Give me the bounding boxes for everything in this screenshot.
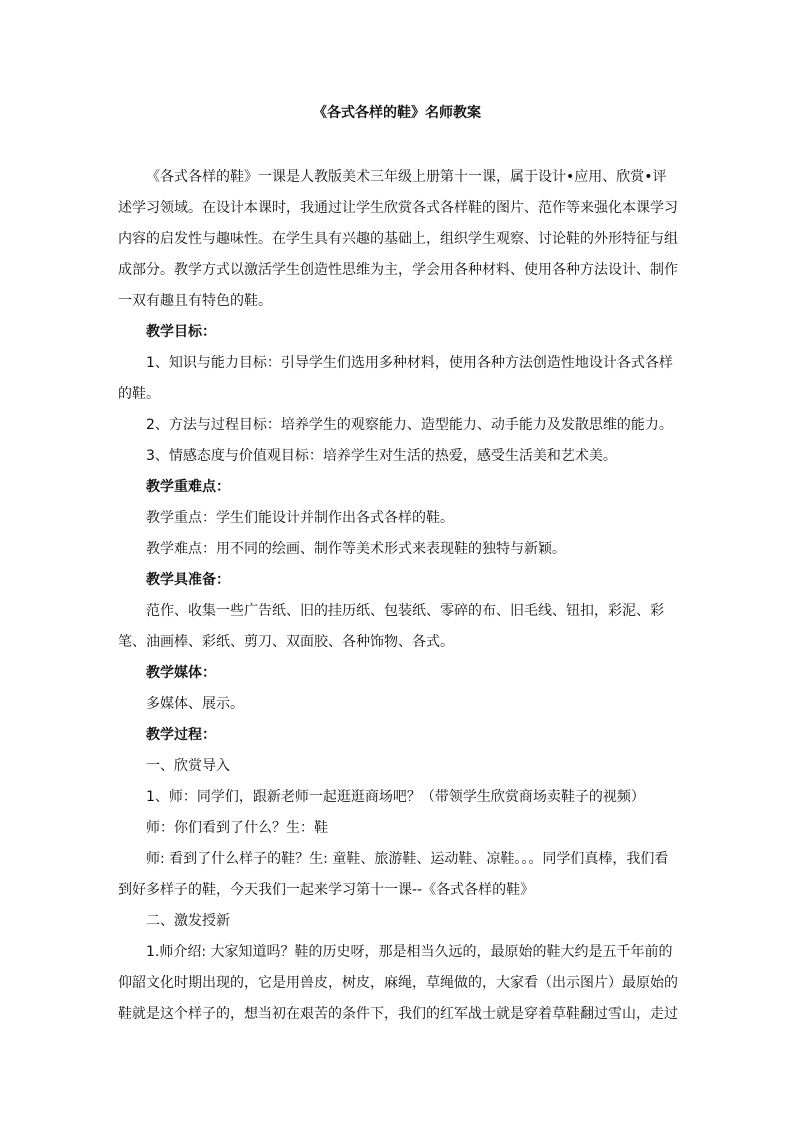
document-title: 《各式各样的鞋》名师教案 [313,105,481,121]
section-heading-process: 教学过程： [146,727,216,743]
section-heading-media: 教学媒体： [146,665,216,681]
process-paragraph: 师: 看到了什么样子的鞋？生: 童鞋、旅游鞋、运动鞋、凉鞋。。。同学们真棒，我们看到好多样子的鞋，今天我们一起来学习第十一课--《各式各样的鞋》 [118,851,669,898]
section-heading-materials: 教学具准备： [146,572,230,588]
process-step-heading: 一、欣赏导入 [146,758,230,774]
materials-paragraph: 范作、收集一些广告纸、旧的挂历纸、包装纸、零碎的布、旧毛线、钮扣，彩泥、彩笔、油画棒、彩纸、剪刀、双面胶、各种饰物、各式。 [118,603,664,650]
key-point-item: 教学重点：学生们能设计并制作出各式各样的鞋。 [146,510,454,526]
process-paragraph: 1.师介绍: 大家知道吗？鞋的历史呀，那是相当久远的，最原始的鞋大约是五千年前的仰韶文化时期出现的，它是用兽皮，树皮，麻绳，草绳做的，大家看（出示图片）最原始的鞋就是这个样子的，想当初在艰苦的条件下，我们的红军战士就是穿着草鞋翻过雪山，走过 [118,944,678,1022]
section-heading-key-points: 教学重难点： [146,479,230,495]
document-body [118,162,678,1030]
process-paragraph: 师：你们看到了什么？生：鞋 [146,820,328,836]
difficulty-item: 教学难点：用不同的绘画、制作等美术形式来表现鞋的独特与新颖。 [146,541,566,557]
objective-item: 2、方法与过程目标：培养学生的观察能力、造型能力、动手能力及发散思维的能力。 [146,417,673,433]
objective-item: 1、知识与能力目标：引导学生们选用多种材料，使用各种方法创造性地设计各式各样的鞋。 [118,355,673,402]
objective-item: 3、情感态度与价值观目标：培养学生对生活的热爱，感受生活美和艺术美。 [146,448,617,464]
process-step-heading: 二、激发授新 [146,913,230,929]
media-paragraph: 多媒体、展示。 [146,696,244,712]
section-heading-objectives: 教学目标： [146,324,216,340]
intro-paragraph: 《各式各样的鞋》一课是人教版美术三年级上册第十一课，属于设计•应用、欣赏•评述学习领域。在设计本课时，我通过让学生欣赏各式各样鞋的图片、范作等来强化本课学习内容的启发性与趣味性。在学生具有兴趣的基础上，组织学生观察、讨论鞋的外形特征与组成部分。教学方式以激活学生创造性思维为主，学会用各种材料、使用各种方法设计、制作一双有趣且有特色的鞋。 [118,169,678,309]
process-paragraph: 1、师：同学们，跟新老师一起逛逛商场吧？（带领学生欣赏商场卖鞋子的视频） [146,789,645,805]
